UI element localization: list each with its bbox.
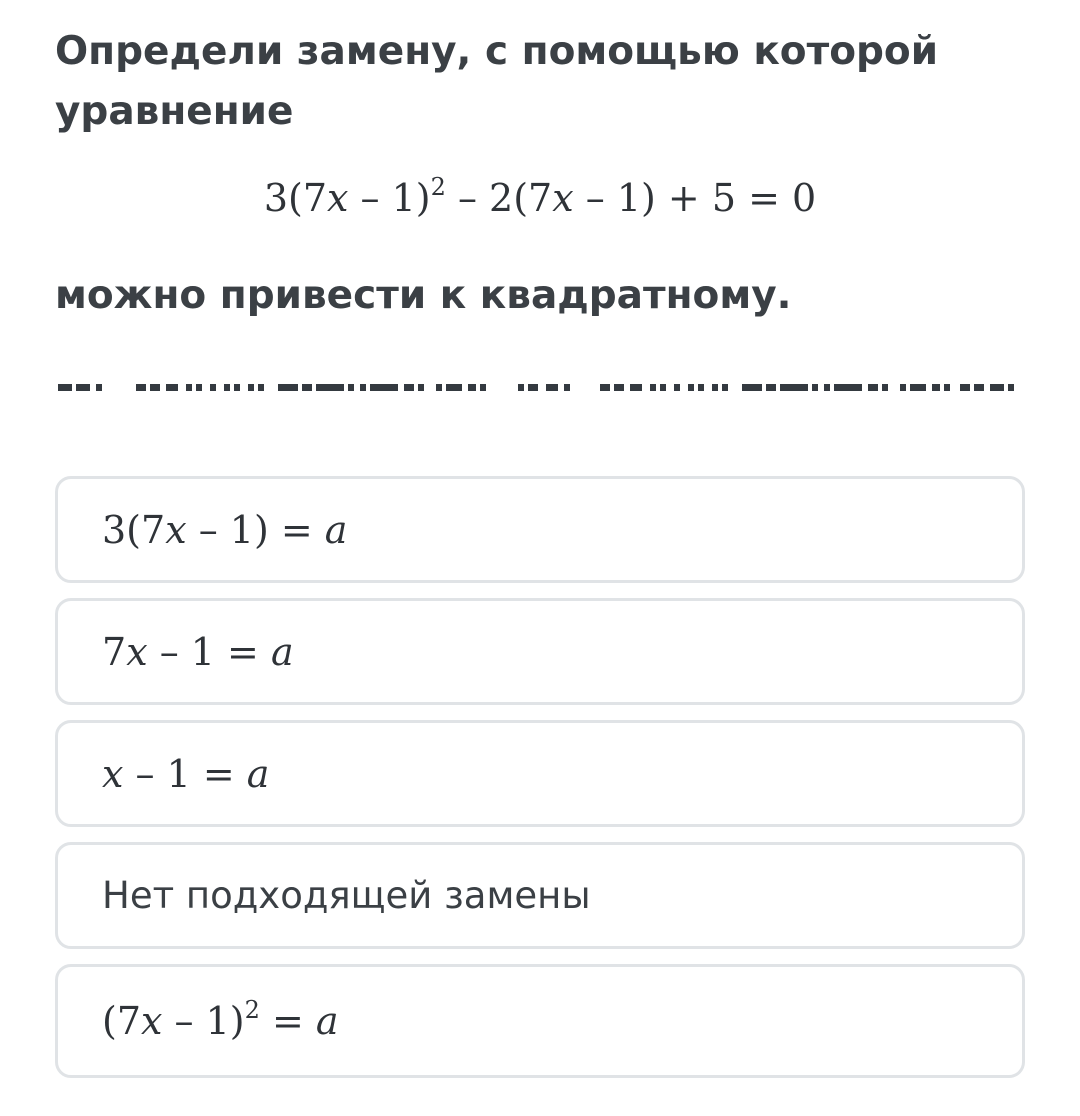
answer-option-4[interactable] bbox=[55, 842, 1025, 949]
eq-part: – 1) bbox=[348, 176, 431, 220]
question-line-2: можно привести к квадратному. bbox=[55, 273, 792, 318]
math-var: a bbox=[246, 751, 270, 796]
math-part: 3(7 bbox=[102, 507, 166, 552]
math-var: a bbox=[324, 507, 348, 552]
eq-var: x bbox=[552, 176, 574, 220]
math-part: 7 bbox=[102, 629, 127, 674]
answer-options bbox=[55, 476, 1025, 1078]
eq-part: 3(7 bbox=[263, 176, 327, 220]
eq-part: – 1) + 5 = 0 bbox=[573, 176, 817, 220]
question-line-1: Определи замену, с помощью которой bbox=[55, 29, 939, 74]
answer-option-2[interactable] bbox=[55, 598, 1025, 705]
math-part: – 1) bbox=[162, 999, 245, 1043]
math-var: a bbox=[315, 999, 339, 1043]
answer-option-3-label bbox=[102, 752, 269, 796]
answer-option-3[interactable] bbox=[55, 720, 1025, 827]
answer-option-5[interactable] bbox=[55, 964, 1025, 1078]
answer-option-1[interactable] bbox=[55, 476, 1025, 583]
answer-option-2-label bbox=[102, 630, 294, 674]
math-part: – 1) = bbox=[186, 507, 325, 552]
question-line-1b: уравнение bbox=[55, 89, 294, 134]
answer-option-1-label bbox=[102, 508, 347, 552]
answer-option-5-label bbox=[102, 996, 339, 1043]
answer-option-4-label: Нет подходящей замены bbox=[102, 874, 591, 917]
question-equation bbox=[0, 173, 1080, 220]
obscured-instruction-line bbox=[58, 378, 1022, 398]
math-part: = bbox=[259, 999, 316, 1043]
math-var: a bbox=[270, 629, 294, 674]
eq-var: x bbox=[327, 176, 349, 220]
math-var: x bbox=[141, 999, 163, 1043]
eq-part: – 2(7 bbox=[445, 176, 553, 220]
math-var: x bbox=[165, 507, 187, 552]
math-part: (7 bbox=[102, 999, 142, 1043]
question-text bbox=[55, 22, 1015, 142]
math-exponent: 2 bbox=[244, 996, 260, 1024]
math-part: – 1 = bbox=[123, 751, 247, 796]
math-var: x bbox=[102, 751, 124, 796]
math-var: x bbox=[126, 629, 148, 674]
math-part: – 1 = bbox=[147, 629, 271, 674]
eq-exponent: 2 bbox=[430, 173, 446, 201]
